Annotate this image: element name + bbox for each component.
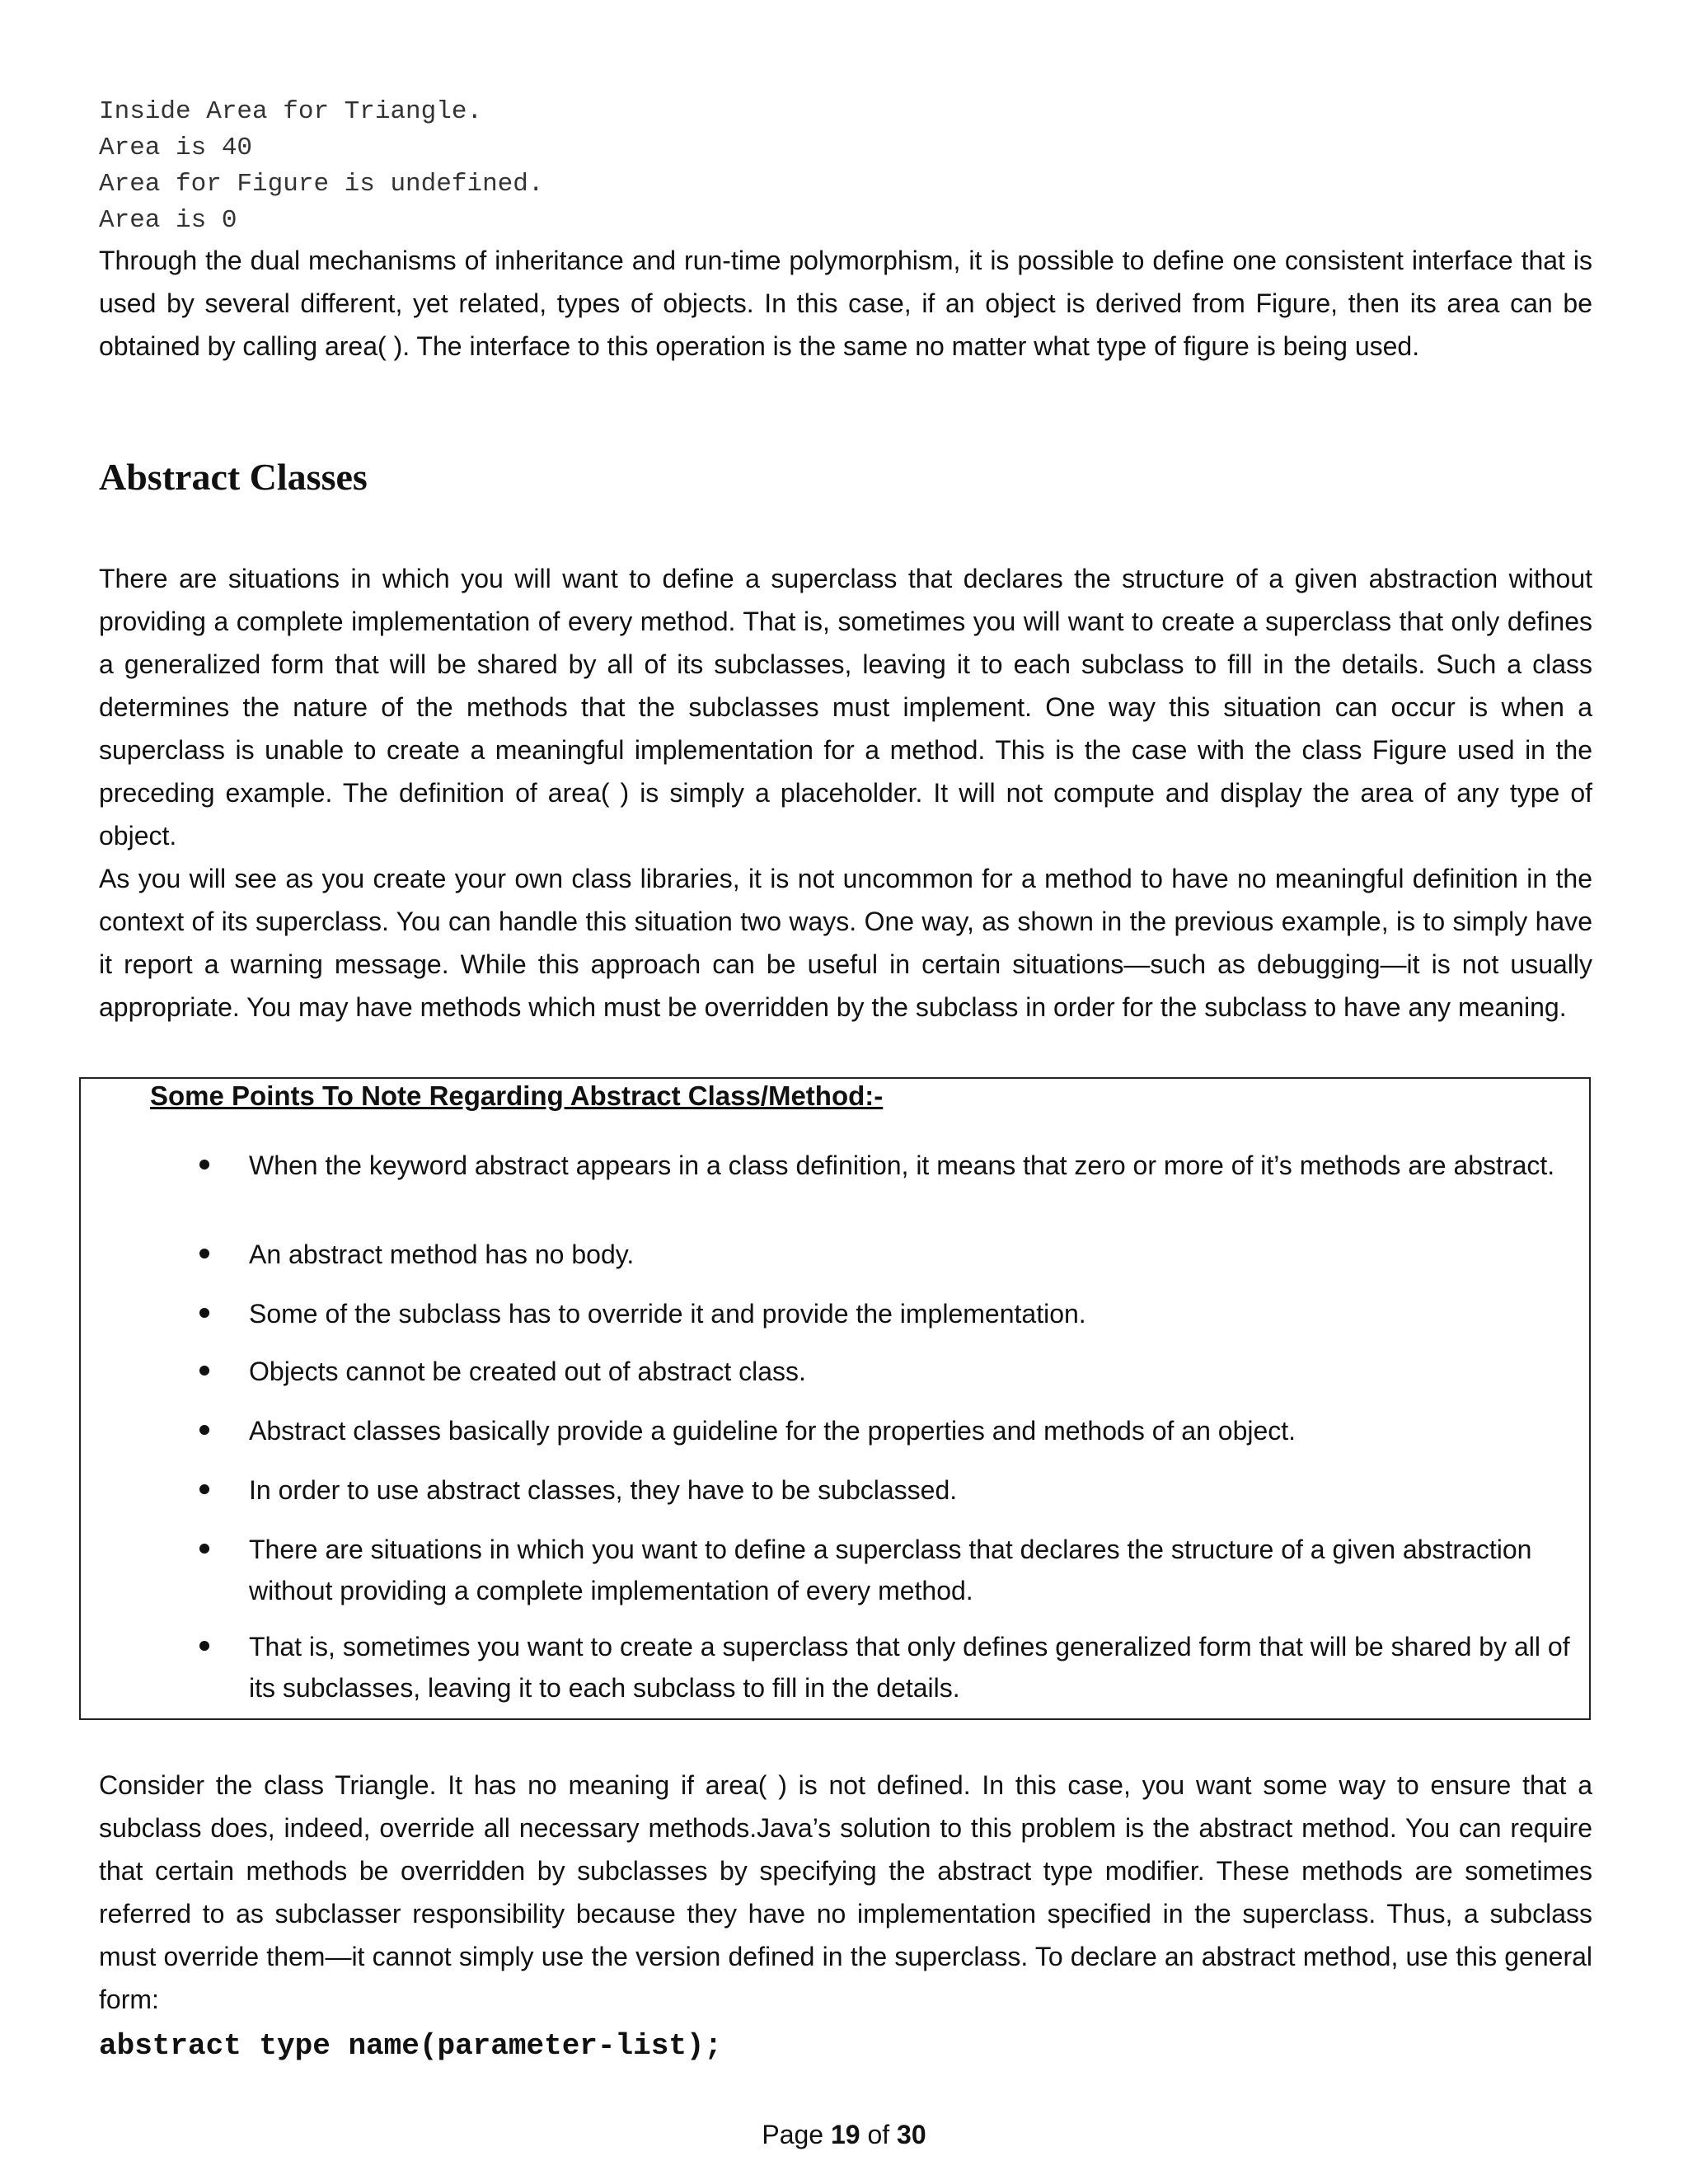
output-line-2: Area is 40 bbox=[99, 134, 253, 162]
bullet-icon bbox=[199, 1641, 209, 1651]
list-item-text: Objects cannot be created out of abstract class. bbox=[249, 1357, 806, 1386]
bullet-icon bbox=[199, 1425, 209, 1435]
footer-separator: of bbox=[867, 2120, 890, 2149]
page-number-current: 19 bbox=[830, 2120, 860, 2149]
intro-paragraph: Through the dual mechanisms of inheritance and run-time polymorphism, it is possible to define one consistent interface that is used by several different, yet related, types of objects. In this case, if an object is derived from Figure, then its area can be obtained by calling area( ). The interface to this operation is the same no matter what type of figure is being used. bbox=[99, 246, 1592, 361]
footer-prefix: Page bbox=[762, 2120, 824, 2149]
list-item-text: That is, sometimes you want to create a superclass that only defines generalized form that will be shared by all of its subclasses, leaving it to each subclass to fill in the details. bbox=[249, 1632, 1570, 1703]
page-footer bbox=[0, 2120, 1688, 2150]
bullet-icon bbox=[199, 1249, 209, 1258]
output-line-3: Area for Figure is undefined. bbox=[99, 170, 544, 199]
bullet-icon bbox=[199, 1484, 209, 1494]
output-line-1: Inside Area for Triangle. bbox=[99, 97, 483, 126]
bullet-icon bbox=[199, 1366, 209, 1376]
general-form-code: abstract type name(parameter-list); bbox=[99, 2029, 723, 2063]
list-item-text: There are situations in which you want to define a superclass that declares the structure of a given abstraction without providing a complete implementation of every method. bbox=[249, 1535, 1532, 1605]
section-title: Abstract Classes bbox=[99, 456, 368, 498]
paragraph-triangle: Consider the class Triangle. It has no meaning if area( ) is not defined. In this case, you want some way to ensure that a subclass does, indeed, override all necessary methods.Java’s solution to this problem is the abstract method. You can require that certain methods be overridden by subclasses by specifying the abstract type modifier. These methods are sometimes referred to as subclasser responsibility because they have no implementation specified in the superclass. Thus, a subclass must override them—it cannot simply use the version defined in the superclass. To declare an abstract method, use this general form: bbox=[99, 1770, 1592, 2014]
bullet-icon bbox=[199, 1544, 209, 1554]
notes-box bbox=[79, 1077, 1591, 1720]
paragraph-abstract-context: As you will see as you create your own class libraries, it is not uncommon for a method to have no meaningful definition in the context of its superclass. You can handle this situation two ways. One way, as shown in the previous example, is to simply have it report a warning message. While this approach can be useful in certain situations—such as debugging—it is not usually appropriate. You may have methods which must be overridden by the subclass in order for the subclass to have any meaning. bbox=[99, 864, 1592, 1022]
notes-box-title: Some Points To Note Regarding Abstract Class/Method:- bbox=[150, 1080, 884, 1111]
page-number-total: 30 bbox=[897, 2120, 926, 2149]
bullet-icon bbox=[199, 1308, 209, 1318]
list-item-text: An abstract method has no body. bbox=[249, 1240, 635, 1269]
bullet-icon bbox=[199, 1160, 209, 1169]
output-line-4: Area is 0 bbox=[99, 206, 237, 235]
list-item-text: When the keyword abstract appears in a class definition, it means that zero or more of it’s methods are abstract. bbox=[249, 1151, 1555, 1180]
list-item-text: In order to use abstract classes, they have to be subclassed. bbox=[249, 1475, 958, 1505]
list-item-text: Abstract classes basically provide a guideline for the properties and methods of an object. bbox=[249, 1416, 1296, 1446]
paragraph-abstract-intro: There are situations in which you will want to define a superclass that declares the structure of a given abstraction without providing a complete implementation of every method. That is, sometimes you will want to create a superclass that only defines a generalized form that will be shared by all of its subclasses, leaving it to each subclass to fill in the details. Such a class determines the nature of the methods that the subclasses must implement. One way this situation can occur is when a superclass is unable to create a meaningful implementation for a method. This is the case with the class Figure used in the preceding example. The definition of area( ) is simply a placeholder. It will not compute and display the area of any type of object. bbox=[99, 564, 1592, 851]
list-item-text: Some of the subclass has to override it and provide the implementation. bbox=[249, 1299, 1086, 1329]
